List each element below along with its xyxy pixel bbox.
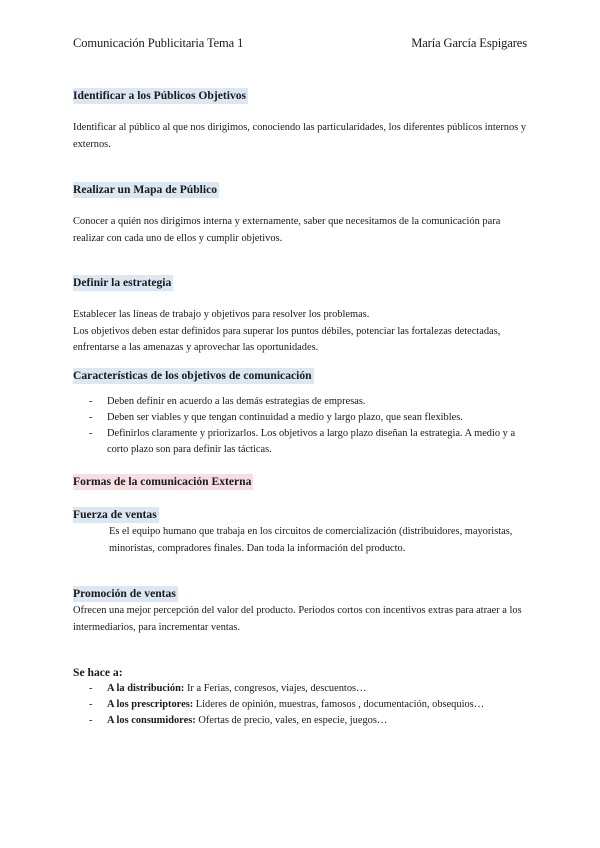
paragraph-promocion: Ofrecen una mejor percepción del valor del producto. Periodos cortos con incentivos extras para atraer a los intermediarios, para incrementar ventas. — [73, 605, 522, 633]
section-identificar — [73, 86, 533, 153]
section-fuerza — [73, 505, 533, 557]
list-item: - A los consumidores: Ofertas de precio, vales, en especie, juegos… — [89, 715, 388, 726]
section-se-hace — [73, 663, 533, 729]
paragraph-mapa: Conocer a quién nos dirigimos interna y externamente, saber que necesitamos de la comunicación para realizar con cada uno de ellos y cumplir objetivos. — [73, 216, 501, 244]
heading-identificar: Identificar a los Públicos Objetivos — [73, 89, 247, 102]
heading-caracteristicas: Características de los objetivos de comunicación — [73, 369, 312, 382]
section-formas — [73, 472, 533, 490]
list-se-hace — [73, 681, 533, 729]
list-caracteristicas — [73, 394, 533, 458]
heading-promocion: Promoción de ventas — [73, 587, 176, 600]
paragraph-identificar: Identificar al público al que nos dirigimos, conociendo las particularidades, los diferentes públicos internos y externos. — [73, 122, 527, 150]
paragraph-fuerza: Es el equipo humano que trabaja en los circuitos de comercialización (distribuidores, mayoristas, minoristas, compradores finales. Dan toda la información del producto. — [109, 526, 513, 554]
header-author: María García Espigares — [411, 36, 527, 50]
section-caracteristicas — [73, 366, 533, 458]
section-promocion — [73, 584, 533, 636]
heading-mapa: Realizar un Mapa de Público — [73, 183, 218, 196]
paragraph-estrategia-1: Establecer las líneas de trabajo y objetivos para resolver los problemas. — [73, 309, 370, 320]
heading-formas: Formas de la comunicación Externa — [73, 475, 252, 488]
heading-fuerza: Fuerza de ventas — [73, 508, 157, 521]
section-mapa — [73, 180, 533, 247]
list-item: - A la distribución: Ir a Ferias, congresos, viajes, descuentos… — [89, 683, 367, 694]
page-header — [73, 36, 527, 51]
list-item: - Deben definir en acuerdo a las demás estrategias de empresas. — [89, 396, 366, 407]
section-estrategia — [73, 273, 533, 357]
paragraph-estrategia-2: Los objetivos deben estar definidos para superar los puntos débiles, potenciar las fortalezas detectadas, enfrentarse a las amenazas y aprovechar las oportunidades. — [73, 325, 501, 353]
list-item: - Deben ser viables y que tengan continuidad a medio y largo plazo, que sean flexibles. — [89, 412, 463, 423]
list-item: - Definirlos claramente y priorizarlos. Los objetivos a largo plazo diseñan la estrategia. A medio y a corto plazo son para definir las tácticas. — [89, 428, 516, 455]
heading-se-hace: Se hace a: — [73, 666, 123, 679]
list-item: - A los prescriptores: Lideres de opinión, muestras, famosos , documentación, obsequios… — [89, 699, 485, 710]
header-course-title: Comunicación Publicitaria Tema 1 — [73, 36, 244, 50]
heading-estrategia: Definir la estrategia — [73, 276, 172, 289]
